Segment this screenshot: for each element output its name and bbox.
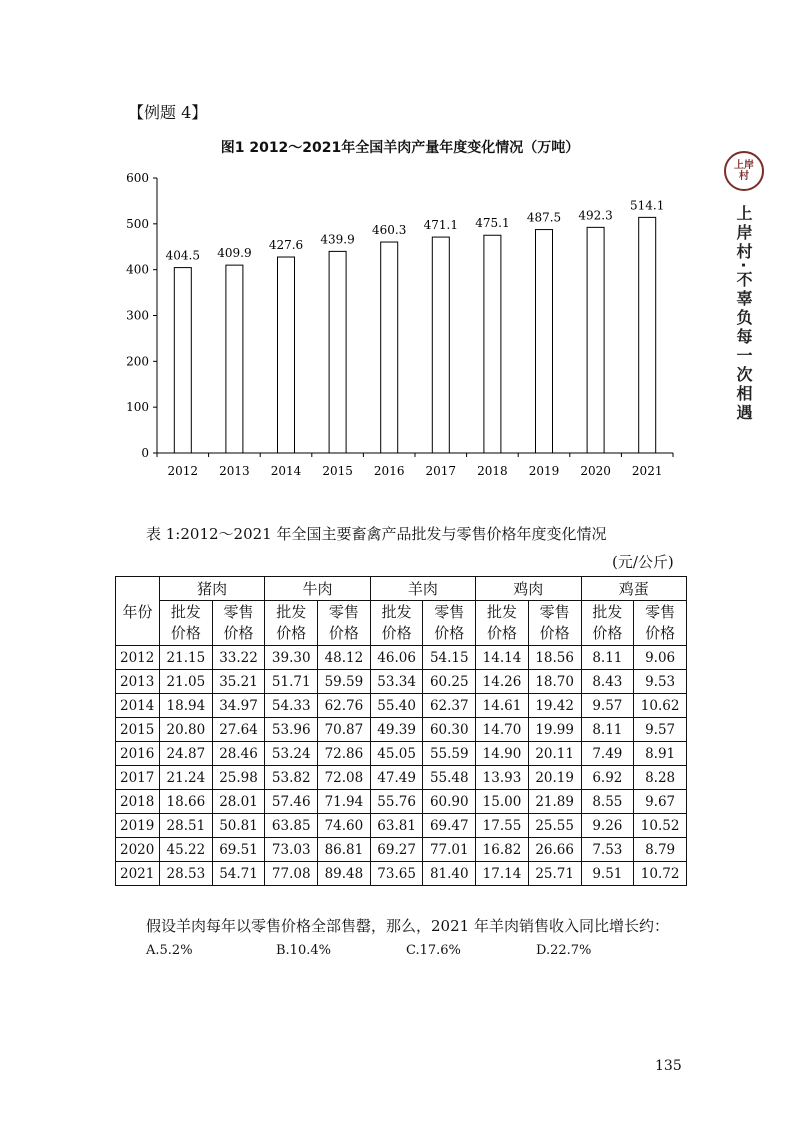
price-cell: 81.40 [423, 862, 476, 886]
answer-options [146, 943, 666, 958]
price-cell: 73.65 [370, 862, 423, 886]
group-header-row [116, 577, 687, 601]
price-cell: 21.24 [160, 766, 213, 790]
sub-header-line1: 零售 [223, 603, 254, 621]
price-table [115, 576, 687, 886]
y-tick-label: 400 [126, 262, 149, 277]
sub-header-line1: 批发 [381, 603, 412, 621]
price-cell: 26.66 [528, 838, 581, 862]
sub-header-wholesale [476, 601, 529, 646]
table-unit: (元/公斤) [612, 553, 674, 571]
table-row [116, 694, 687, 718]
bar-value-label: 471.1 [423, 218, 458, 233]
table-row [116, 742, 687, 766]
price-cell: 14.26 [476, 670, 529, 694]
sub-header-wholesale [581, 601, 634, 646]
group-header-egg: 鸡蛋 [581, 577, 687, 601]
option-c: C.17.6% [406, 943, 461, 958]
sub-header-retail [318, 601, 371, 646]
price-cell: 25.71 [528, 862, 581, 886]
price-cell: 9.26 [581, 814, 634, 838]
y-tick-label: 200 [126, 354, 149, 369]
row-year-cell: 2021 [116, 862, 160, 886]
sub-header-line1: 批发 [486, 603, 517, 621]
price-cell: 16.82 [476, 838, 529, 862]
price-cell: 7.53 [581, 838, 634, 862]
bar [226, 265, 243, 453]
bar [381, 242, 398, 453]
price-cell: 54.33 [265, 694, 318, 718]
row-year-cell: 2017 [116, 766, 160, 790]
price-cell: 59.59 [318, 670, 371, 694]
price-cell: 49.39 [370, 718, 423, 742]
price-cell: 86.81 [318, 838, 371, 862]
sub-header-retail [634, 601, 687, 646]
x-tick-label: 2016 [373, 464, 405, 478]
x-tick-label: 2017 [425, 464, 457, 478]
sub-header-line1: 批发 [170, 603, 201, 621]
bar [587, 227, 604, 453]
sub-header-wholesale [265, 601, 318, 646]
price-cell: 9.51 [581, 862, 634, 886]
price-cell: 53.24 [265, 742, 318, 766]
sub-header-line1: 零售 [434, 603, 465, 621]
price-cell: 53.34 [370, 670, 423, 694]
price-cell: 50.81 [212, 814, 265, 838]
page-number: 135 [655, 1058, 682, 1074]
bar [536, 230, 553, 453]
sub-header-line1: 零售 [645, 603, 676, 621]
price-cell: 34.97 [212, 694, 265, 718]
price-cell: 13.93 [476, 766, 529, 790]
price-cell: 17.55 [476, 814, 529, 838]
bar-value-label: 404.5 [165, 248, 200, 263]
price-cell: 14.70 [476, 718, 529, 742]
price-cell: 47.49 [370, 766, 423, 790]
price-cell: 19.99 [528, 718, 581, 742]
price-cell: 60.30 [423, 718, 476, 742]
price-cell: 19.42 [528, 694, 581, 718]
price-cell: 21.05 [160, 670, 213, 694]
example-label: 【例题 4】 [128, 103, 208, 122]
x-tick-label: 2021 [631, 464, 663, 478]
sub-header-line2: 价格 [434, 624, 465, 642]
sub-header-line1: 零售 [539, 603, 570, 621]
price-cell: 35.21 [212, 670, 265, 694]
table-row [116, 814, 687, 838]
bar-value-label: 409.9 [217, 246, 252, 261]
y-tick-label: 500 [126, 216, 149, 231]
price-cell: 20.80 [160, 718, 213, 742]
x-tick-label: 2012 [167, 464, 199, 478]
price-cell: 10.52 [634, 814, 687, 838]
price-cell: 8.28 [634, 766, 687, 790]
sub-header-row [116, 601, 687, 646]
price-cell: 20.19 [528, 766, 581, 790]
row-year-cell: 2019 [116, 814, 160, 838]
price-cell: 55.76 [370, 790, 423, 814]
price-cell: 14.90 [476, 742, 529, 766]
sub-header-line2: 价格 [486, 624, 517, 642]
price-cell: 55.59 [423, 742, 476, 766]
sub-header-line2: 价格 [592, 624, 623, 642]
price-cell: 10.72 [634, 862, 687, 886]
price-cell: 21.89 [528, 790, 581, 814]
price-cell: 69.51 [212, 838, 265, 862]
price-cell: 20.11 [528, 742, 581, 766]
price-cell: 54.71 [212, 862, 265, 886]
price-cell: 55.48 [423, 766, 476, 790]
x-tick-label: 2015 [322, 464, 353, 478]
bar-value-label: 460.3 [372, 223, 407, 238]
price-cell: 45.22 [160, 838, 213, 862]
table-row [116, 646, 687, 670]
x-tick-label: 2014 [270, 464, 302, 478]
group-header-pork: 猪肉 [160, 577, 265, 601]
bar-value-label: 492.3 [578, 208, 613, 223]
table-row [116, 718, 687, 742]
price-cell: 9.67 [634, 790, 687, 814]
y-tick-label: 100 [126, 400, 149, 415]
price-cell: 57.46 [265, 790, 318, 814]
price-cell: 70.87 [318, 718, 371, 742]
brand-logo-line2: 村 [739, 171, 749, 182]
bar-chart [100, 165, 700, 485]
bar [278, 257, 295, 453]
option-a: A.5.2% [146, 943, 193, 958]
price-cell: 14.14 [476, 646, 529, 670]
sub-header-retail [212, 601, 265, 646]
bar-value-label: 514.1 [630, 198, 665, 213]
row-year-cell: 2013 [116, 670, 160, 694]
price-cell: 72.08 [318, 766, 371, 790]
price-cell: 21.15 [160, 646, 213, 670]
price-cell: 62.37 [423, 694, 476, 718]
price-cell: 8.11 [581, 718, 634, 742]
price-cell: 73.03 [265, 838, 318, 862]
price-cell: 24.87 [160, 742, 213, 766]
price-cell: 51.71 [265, 670, 318, 694]
bar [329, 251, 346, 453]
price-cell: 9.57 [581, 694, 634, 718]
bar-value-label: 439.9 [320, 232, 355, 247]
price-cell: 28.46 [212, 742, 265, 766]
sub-header-line2: 价格 [276, 624, 307, 642]
price-cell: 17.14 [476, 862, 529, 886]
price-cell: 77.01 [423, 838, 476, 862]
price-cell: 28.53 [160, 862, 213, 886]
sub-header-line2: 价格 [645, 624, 676, 642]
price-cell: 6.92 [581, 766, 634, 790]
row-year-cell: 2012 [116, 646, 160, 670]
row-year-cell: 2018 [116, 790, 160, 814]
x-tick-label: 2019 [528, 464, 560, 478]
sub-header-wholesale [160, 601, 213, 646]
price-cell: 48.12 [318, 646, 371, 670]
row-year-cell: 2020 [116, 838, 160, 862]
row-year-cell: 2015 [116, 718, 160, 742]
price-cell: 8.55 [581, 790, 634, 814]
price-cell: 27.64 [212, 718, 265, 742]
x-tick-label: 2013 [219, 464, 250, 478]
brand-logo-line1: 上岸 [734, 160, 754, 171]
price-cell: 18.70 [528, 670, 581, 694]
sub-header-wholesale [370, 601, 423, 646]
price-cell: 15.00 [476, 790, 529, 814]
y-tick-label: 600 [126, 171, 149, 185]
price-cell: 9.53 [634, 670, 687, 694]
bar-value-label: 427.6 [268, 238, 304, 253]
price-cell: 46.06 [370, 646, 423, 670]
price-cell: 55.40 [370, 694, 423, 718]
price-cell: 45.05 [370, 742, 423, 766]
price-cell: 8.43 [581, 670, 634, 694]
price-cell: 63.81 [370, 814, 423, 838]
price-cell: 60.90 [423, 790, 476, 814]
x-tick-label: 2018 [477, 464, 508, 478]
brand-slogan: 上岸村·不辜负每一次相遇 [734, 205, 753, 424]
price-cell: 28.01 [212, 790, 265, 814]
price-cell: 8.79 [634, 838, 687, 862]
sub-header-retail [423, 601, 476, 646]
chart-title: 图1 2012～2021年全国羊肉产量年度变化情况（万吨） [220, 140, 580, 156]
bar-value-label: 487.5 [526, 210, 562, 225]
row-year-cell: 2016 [116, 742, 160, 766]
price-cell: 60.25 [423, 670, 476, 694]
table-row [116, 670, 687, 694]
price-cell: 8.11 [581, 646, 634, 670]
price-cell: 71.94 [318, 790, 371, 814]
price-cell: 10.62 [634, 694, 687, 718]
y-tick-label: 0 [141, 446, 149, 460]
sub-header-line1: 批发 [592, 603, 623, 621]
price-cell: 18.66 [160, 790, 213, 814]
sub-header-line2: 价格 [328, 624, 359, 642]
row-year-cell: 2014 [116, 694, 160, 718]
price-cell: 14.61 [476, 694, 529, 718]
price-cell: 33.22 [212, 646, 265, 670]
group-header-chicken: 鸡肉 [476, 577, 581, 601]
table-row [116, 766, 687, 790]
sub-header-line1: 零售 [328, 603, 359, 621]
price-cell: 63.85 [265, 814, 318, 838]
option-b: B.10.4% [276, 943, 331, 958]
price-cell: 7.49 [581, 742, 634, 766]
price-cell: 62.76 [318, 694, 371, 718]
year-header: 年份 [116, 577, 160, 646]
price-cell: 69.27 [370, 838, 423, 862]
price-cell: 54.15 [423, 646, 476, 670]
price-cell: 9.57 [634, 718, 687, 742]
price-cell: 9.06 [634, 646, 687, 670]
sub-header-line2: 价格 [381, 624, 412, 642]
table-row [116, 790, 687, 814]
bar [484, 235, 501, 453]
bar [174, 268, 191, 453]
sub-header-line1: 批发 [276, 603, 307, 621]
bar [639, 217, 656, 453]
sub-header-line2: 价格 [539, 624, 570, 642]
table-row [116, 838, 687, 862]
table-row [116, 862, 687, 886]
group-header-beef: 牛肉 [265, 577, 370, 601]
price-cell: 69.47 [423, 814, 476, 838]
price-cell: 25.55 [528, 814, 581, 838]
sub-header-retail [528, 601, 581, 646]
price-cell: 18.94 [160, 694, 213, 718]
bar-value-label: 475.1 [475, 216, 510, 231]
price-cell: 18.56 [528, 646, 581, 670]
price-cell: 89.48 [318, 862, 371, 886]
question-text: 假设羊肉每年以零售价格全部售罄，那么，2021 年羊肉销售收入同比增长约： [146, 917, 669, 935]
price-cell: 77.08 [265, 862, 318, 886]
option-d: D.22.7% [536, 943, 592, 958]
price-cell: 8.91 [634, 742, 687, 766]
price-cell: 28.51 [160, 814, 213, 838]
price-cell: 25.98 [212, 766, 265, 790]
table-title: 表 1:2012～2021 年全国主要畜禽产品批发与零售价格年度变化情况 [146, 525, 607, 543]
price-cell: 53.96 [265, 718, 318, 742]
sub-header-line2: 价格 [170, 624, 201, 642]
y-tick-label: 300 [126, 308, 149, 323]
bar [432, 237, 449, 453]
group-header-mutton: 羊肉 [370, 577, 475, 601]
price-cell: 53.82 [265, 766, 318, 790]
sub-header-line2: 价格 [223, 624, 254, 642]
brand-logo [724, 151, 764, 191]
table-body [116, 646, 687, 886]
price-cell: 39.30 [265, 646, 318, 670]
price-cell: 74.60 [318, 814, 371, 838]
x-tick-label: 2020 [580, 464, 611, 478]
price-cell: 72.86 [318, 742, 371, 766]
